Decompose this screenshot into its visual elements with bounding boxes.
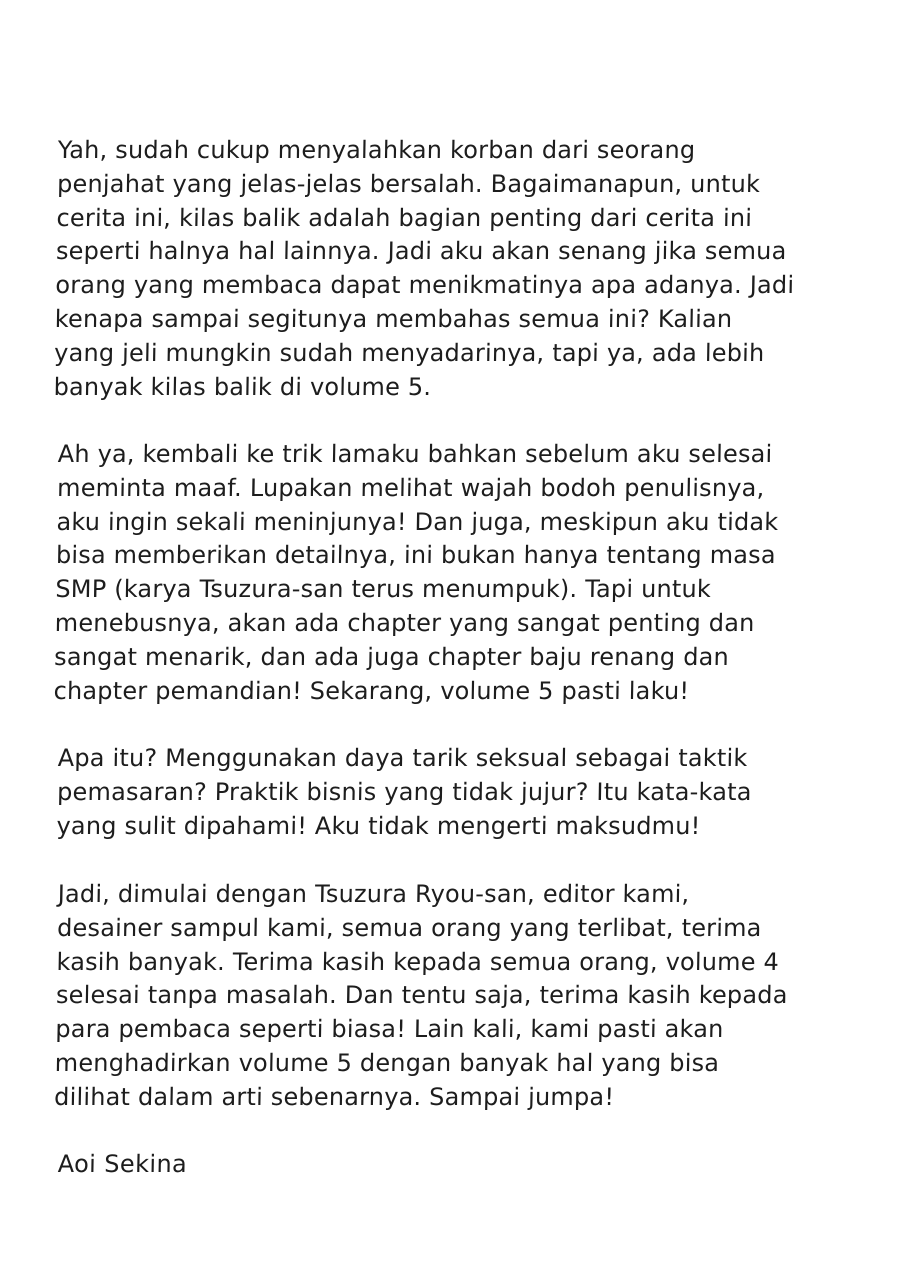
afterword-paragraph-4: Jadi, dimulai dengan Tsuzura Ryou-san, editor kami, desainer sampul kami, semua orang yang terlibat, terima kasih banyak. Terima kasih kepada semua orang, volume 4 selesai tanpa masalah. Dan tentu saja, terima kasih kepada para pembaca seperti biasa! Lain kali, kami pasti akan menghadirkan volume 5 dengan banyak hal yang bisa dilihat dalam arti sebenarnya. Sampai jumpa! [53, 879, 788, 1111]
afterword-paragraph-3: Apa itu? Menggunakan daya tarik seksual sebagai taktik pemasaran? Praktik bisnis yang tidak jujur? Itu kata-kata yang sulit dipahami! Aku tidak mengerti maksudmu! [56, 744, 752, 840]
author-signature: Aoi Sekina [57, 1149, 188, 1178]
afterword-paragraph-1: Yah, sudah cukup menyalahkan korban dari seorang penjahat yang jelas-jelas bersalah. Bagaimanapun, untuk cerita ini, kilas balik adalah bagian penting dari cerita ini seperti halnya hal lainnya. Jadi aku akan senang jika semua orang yang membaca dapat menikmatinya apa adanya. Jadi kenapa sampai segitunya membahas semua ini? Kalian yang jeli mungkin sudah menyadarinya, tapi ya, ada lebih banyak kilas balik di volume 5. [53, 136, 795, 401]
afterword-paragraph-2: Ah ya, kembali ke trik lamaku bahkan sebelum aku selesai meminta maaf. Lupakan melihat wajah bodoh penulisnya, aku ingin sekali meninjunya! Dan juga, meskipun aku tidak bisa memberikan detailnya, ini bukan hanya tentang masa SMP (karya Tsuzura-san terus menumpuk). Tapi untuk menebusnya, akan ada chapter yang sangat penting dan sangat menarik, dan ada juga chapter baju renang dan chapter pemandian! Sekarang, volume 5 pasti laku! [53, 440, 779, 705]
afterword-text-block [53, 134, 868, 1182]
